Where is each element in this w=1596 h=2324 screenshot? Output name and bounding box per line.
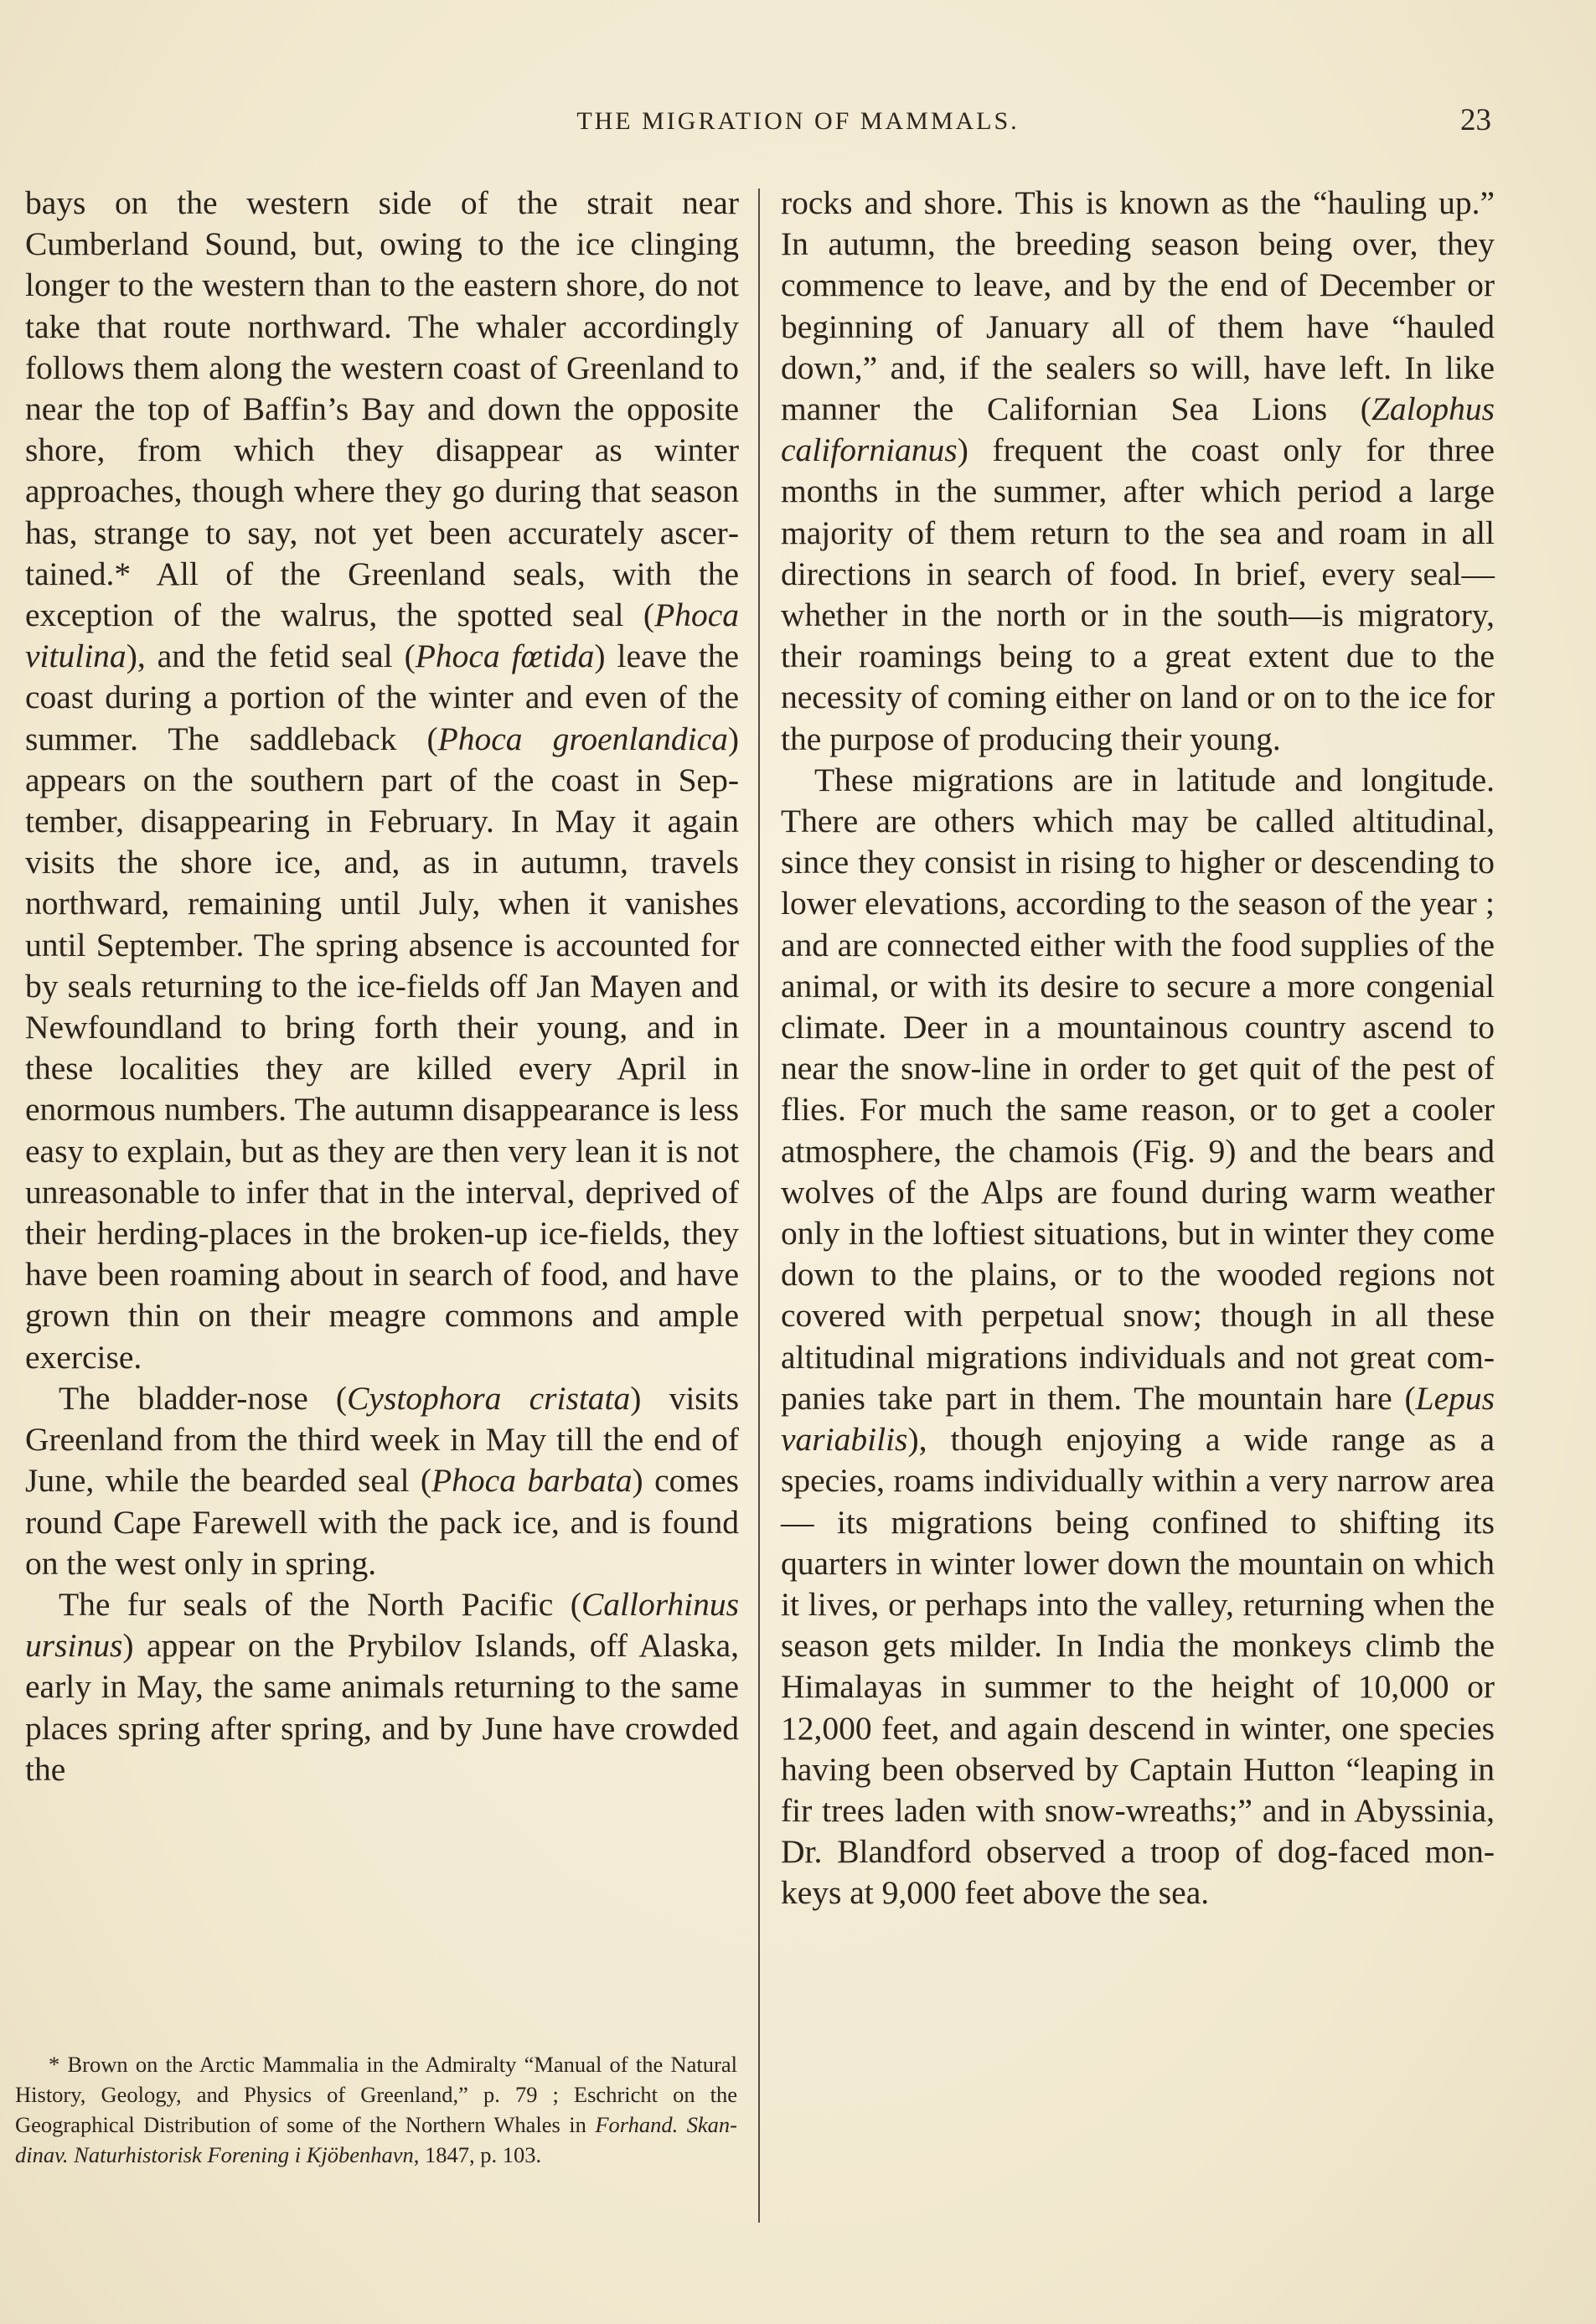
- page-number: 23: [1460, 103, 1491, 137]
- running-header: [0, 103, 1596, 158]
- left-paragraph-1: [25, 183, 739, 1378]
- left-paragraph-3: [25, 1584, 739, 1790]
- text-run: The bladder-nose (: [59, 1379, 348, 1417]
- footnote-text: , 1847, p. 103.: [413, 2142, 542, 2167]
- left-column: [25, 183, 739, 1790]
- text-run: The fur seals of the North Pacific (: [59, 1585, 581, 1623]
- species-name: Callorhinus ursinus: [25, 1585, 739, 1665]
- text-run: ) frequent the coast only for three months in the summer, after which period a large majority of them return to the sea and roam in all directions in search of food. In brief, every seal—whether in the north or in the south—is migratory, their roamings being to a great extent due to the necessity of coming either on land or on to the ice for the purpose of producing their young.: [781, 431, 1495, 757]
- text-run: ) leave the coast during a portion of the winter and even of the summer. The saddleback (: [25, 638, 739, 757]
- column-divider: [758, 189, 760, 2223]
- species-name: Cystophora cristata: [347, 1379, 631, 1417]
- text-run: These migrations are in latitude and longitude. There are others which may be called altitudinal, since they consist in rising to higher or descending to lower elevations, according to the season of the year ; and are connected either with the food supplies of the animal, or with its desire to secure a more congenial climate. Deer in a mountainous country ascend to near the snow-line in order to get quit of the pest of flies. For much the same reason, or to get a cooler atmosphere, the chamois (Fig. 9) and the bears and wolves of the Alps are found during warm weather only in the loftiest situations, but in winter they come down to the plains, or to the wooded regions not covered with perpetual snow; though in all these altitudinal migrations individuals and not great companies take part in them. The mountain hare (: [781, 761, 1495, 1417]
- species-name: Phoca fœtida: [415, 638, 595, 675]
- text-run: ) visits Greenland from the third week in May till the end of June, while the bearded seal (: [25, 1379, 740, 1500]
- footnote-text: * Brown on the Arctic Mammalia in the Admiralty “Manual of the Natural History, Geology, and Physics of Greenland,” p. 79 ; Eschricht on the Geographical Distribution of some of the Northern Whales in: [15, 2052, 737, 2137]
- species-name: Lepus variabilis: [781, 1379, 1495, 1459]
- text-run: rocks and shore. This is known as the “hauling up.” In autumn, the breeding season being over, they commence to leave, and by the end of December or beginning of January all of them have “hauled down,” and, if the sealers so will, have left. In like manner the Californian Sea Lions (: [781, 184, 1495, 428]
- right-paragraph-2: [781, 760, 1495, 1914]
- left-paragraph-2: [25, 1378, 739, 1584]
- running-title: THE MIGRATION OF MAMMALS.: [576, 107, 1020, 135]
- right-paragraph-1: [781, 183, 1495, 760]
- footnote: [15, 2049, 737, 2170]
- species-name: Zalophus californianus: [781, 390, 1495, 469]
- text-run: bays on the western side of the strait near Cumberland Sound, but, owing to the ice clinging longer to the western than to the eastern shore, do not take that route northward. The whaler accordingly follows them along the western coast of Greenland to near the top of Baffin’s Bay and down the opposite shore, from which they disappear as winter approaches, though where they go during that season has, strange to say, not yet been accurately ascertained.* All of the Greenland seals, with the exception of the walrus, the spotted seal (: [25, 184, 739, 634]
- footnote-citation: Forhand. Skandinav. Naturhistorisk Forening i Kjöbenhavn: [15, 2112, 737, 2167]
- text-run: ), though enjoying a wide range as a species, roams individually within a very narrow area — its migrations being confined to shifting its quarters in winter lower down the mountain on which it lives, or perhaps into the valley, returning when the season gets milder. In India the monkeys climb the Himalayas in summer to the height of 10,000 or 12,000 feet, and again descend in winter, one species having been observed by Captain Hutton “leaping in fir trees laden with snow-wreaths;” and in Abyssinia, Dr. Blandford observed a troop of dog-faced monkeys at 9,000 feet above the sea.: [781, 1421, 1495, 1912]
- species-name: Phoca barbata: [431, 1462, 633, 1500]
- text-run: ), and the fetid seal (: [126, 638, 416, 675]
- text-run: ) comes round Cape Farewell with the pack ice, and is found on the west only in spring.: [25, 1462, 739, 1582]
- species-name: Phoca groenlandica: [437, 720, 728, 757]
- text-run: ) appear on the Prybilov Islands, off Alaska, early in May, the same animals returning to the same places spring after spring, and by June have crowded the: [25, 1627, 739, 1788]
- species-name: Phoca vitulina: [25, 596, 739, 675]
- text-run: ) appears on the southern part of the coast in September, disappearing in February. In May it again visits the shore ice, and, as in autumn, travels northward, remaining until July, when it vanishes until September. The spring absence is accounted for by seals returning to the ice-fields off Jan Mayen and Newfoundland to bring forth their young, and in these localities they are killed every April in enormous numbers. The autumn disappearance is less easy to explain, but as they are then very lean it is not unreasonable to infer that in the interval, deprived of their herding-places in the broken-up ice-fields, they have been roaming about in search of food, and have grown thin on their meagre commons and ample exercise.: [25, 720, 739, 1376]
- right-column: [781, 183, 1495, 1914]
